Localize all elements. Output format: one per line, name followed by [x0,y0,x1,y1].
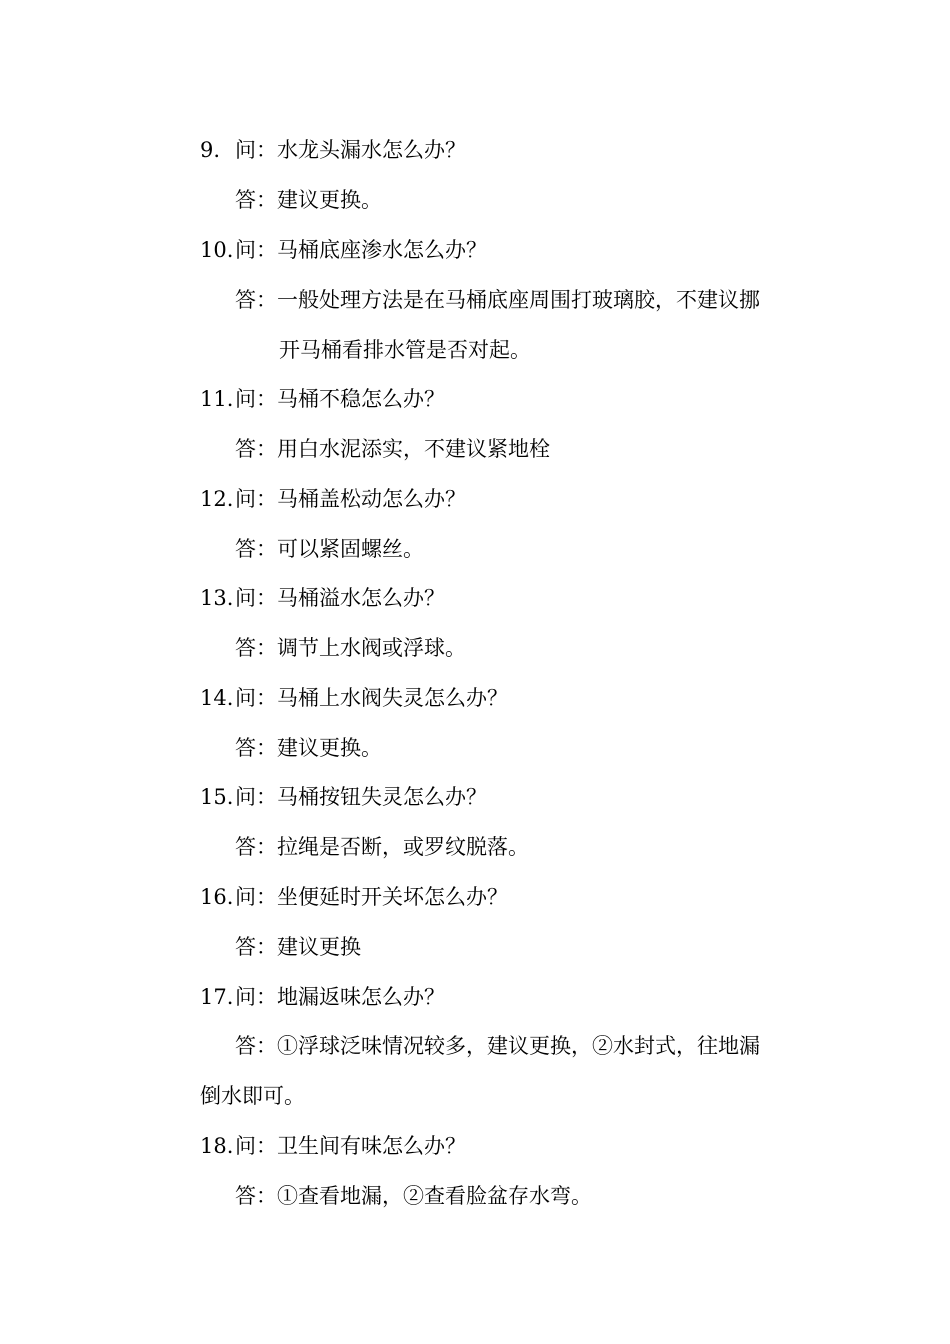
question-text: 问：卫生间有味怎么办？ [235,1134,466,1158]
question-text: 问：马桶上水阀失灵怎么办？ [235,686,508,710]
answer-line [235,187,382,213]
answer-text: 答：拉绳是否断，或罗纹脱落。 [235,835,529,859]
item-number: 15. [200,785,234,809]
answer-text: 答：建议更换。 [235,188,382,212]
answer-text: 答：可以紧固螺丝。 [235,537,424,561]
item-number: 12. [200,487,234,511]
answer-text: 答：①查看地漏，②查看脸盆存水弯。 [235,1184,592,1208]
answer-line [235,1183,592,1209]
item-number: 18. [200,1134,234,1158]
answer-line [235,834,529,860]
item-number: 16. [200,885,234,909]
answer-continuation-text: 倒水即可。 [200,1084,305,1108]
question-line [200,685,508,711]
question-line [200,137,466,163]
item-number: 9. [200,138,221,162]
question-line [200,585,445,611]
answer-text: 答：建议更换。 [235,736,382,760]
answer-text: 答：建议更换 [235,935,361,959]
question-text: 问：马桶不稳怎么办？ [235,387,445,411]
question-line [200,984,445,1010]
answer-line [235,436,550,462]
answer-line [235,635,466,661]
answer-text: 答：一般处理方法是在马桶底座周围打玻璃胶，不建议挪 [235,288,760,312]
question-text: 问：马桶盖松动怎么办？ [235,487,466,511]
item-number: 11. [200,387,234,411]
question-text: 问：马桶溢水怎么办？ [235,586,445,610]
item-number: 14. [200,686,234,710]
answer-continuation-line [200,1083,305,1109]
answer-line [235,934,361,960]
answer-line [235,1033,760,1059]
answer-continuation-line [279,337,531,363]
question-text: 问：地漏返味怎么办？ [235,985,445,1009]
answer-text: 答：①浮球泛味情况较多，建议更换，②水封式，往地漏 [235,1034,760,1058]
item-number: 13. [200,586,234,610]
answer-continuation-text: 开马桶看排水管是否对起。 [279,338,531,362]
question-text: 问：坐便延时开关坏怎么办？ [235,885,508,909]
question-line [200,486,466,512]
item-number: 17. [200,985,234,1009]
question-line [200,884,508,910]
question-line [200,1133,466,1159]
question-line [200,784,487,810]
question-line [200,386,445,412]
answer-text: 答：调节上水阀或浮球。 [235,636,466,660]
question-line [200,237,487,263]
item-number: 10. [200,238,234,262]
answer-line [235,536,424,562]
answer-line [235,735,382,761]
question-text: 问：水龙头漏水怎么办？ [235,138,466,162]
question-text: 问：马桶底座渗水怎么办？ [235,238,487,262]
answer-text: 答：用白水泥添实，不建议紧地栓 [235,437,550,461]
question-text: 问：马桶按钮失灵怎么办？ [235,785,487,809]
answer-line [235,287,760,313]
